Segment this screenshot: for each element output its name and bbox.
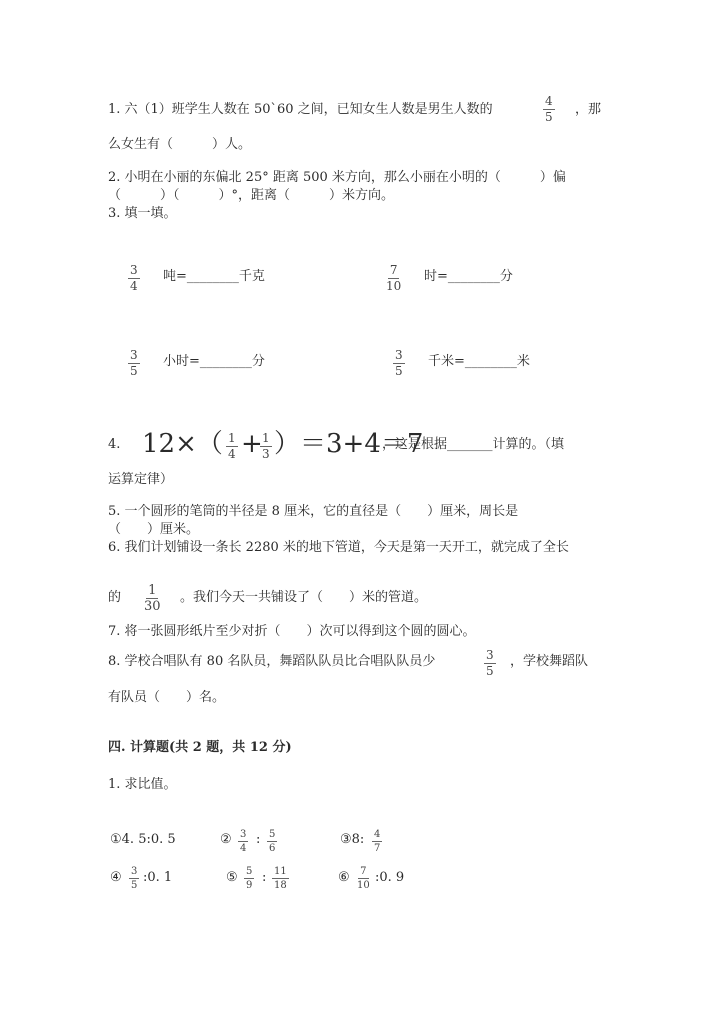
calc-6-label: ⑥ [338,870,350,885]
denominator: 10 [386,279,402,293]
numerator: 7 [360,866,367,877]
q3-item4-text: 千米=________米 [428,354,530,369]
numerator: 3 [130,263,138,277]
q1-text: 1. 六（1）班学生人数在 50`60 之间，已知女生人数是男生人数的 [108,102,493,117]
denominator: 7 [374,843,381,854]
denominator: 10 [357,880,370,891]
calc-4-label: ④ [110,870,122,885]
q1-tail: ，那 [575,102,602,117]
denominator: 18 [274,880,287,891]
q4-fraction1 [226,432,238,461]
q3-item1-text: 吨=________千克 [163,269,265,284]
numerator: 3 [486,648,494,662]
q3-item2-text: 时=________分 [424,269,513,284]
q8-tail: ，学校舞蹈队 [510,654,589,669]
q3-item3-fraction [128,349,140,378]
calc-4-tail: :0. 1 [143,870,173,885]
calc-6-tail: :0. 9 [375,870,405,885]
calc-5-frac2 [272,866,289,891]
calc-4-frac [129,866,139,891]
calc-title: 1. 求比值。 [108,777,177,792]
numerator: 7 [389,263,398,277]
denominator: 5 [395,364,403,378]
numerator: 3 [131,866,138,877]
calc-2-frac1 [238,829,248,854]
q3-title: 3. 填一填。 [108,206,177,221]
q8-fraction [484,649,496,678]
calc-5-label: ⑤ [226,870,238,885]
q8-line2: 有队员（ ）名。 [108,690,226,705]
denominator: 6 [269,843,276,854]
numerator: 1 [228,431,236,445]
q2-line2: （ ）（ ）°，距离（ ）米方向。 [108,188,395,203]
q4-expr-a: 12×（ [142,429,223,459]
q5-line2: （ ）厘米。 [108,522,200,537]
numerator: 3 [240,829,247,840]
calc-2-label: ② [220,832,232,847]
numerator: 3 [130,348,138,362]
q4-expr-b: ）＝3+4＝7 [274,429,424,459]
q1-fraction [543,95,555,124]
calc-3-frac [372,829,382,854]
numerator: 1 [148,583,157,598]
q6-pre: 的 [108,590,122,605]
numerator: 5 [269,829,276,840]
q8-line1: 8. 学校合唱队有 80 名队员，舞蹈队队员比合唱队队员少 [108,654,436,669]
q7-text: 7. 将一张圆形纸片至少对折（ ）次可以得到这个圆的圆心。 [108,624,476,639]
denominator: 4 [240,843,247,854]
calc-2-frac2 [267,829,277,854]
denominator: 5 [130,364,138,378]
denominator: 5 [545,110,553,124]
denominator: 3 [262,447,270,461]
section-heading: 四. 计算题(共 2 题，共 12 分) [108,740,292,755]
q3-item4-fraction [393,349,405,378]
numerator: 1 [262,431,270,445]
q6-line1: 6. 我们计划铺设一条长 2280 米的地下管道，今天是第一天开工，就完成了全长 [108,540,569,555]
calc-2-sep: : [256,832,261,847]
q4-tail: ，这是根据_______计算的。（填 [382,437,565,452]
denominator: 4 [130,279,138,293]
denominator: 4 [228,447,236,461]
q4-line2: 运算定律） [108,472,174,487]
q4-number: 4. [108,437,121,452]
numerator: 3 [395,348,403,362]
q3-item1-fraction [128,264,140,293]
numerator: 11 [274,866,287,877]
q6-fraction [144,584,161,613]
q3-item3-text: 小时=________分 [163,354,265,369]
denominator: 30 [144,599,161,614]
calc-6-frac [357,866,370,891]
calc-5-sep: : [262,870,267,885]
calc-5-frac1 [244,866,254,891]
numerator: 4 [545,94,553,108]
denominator: 5 [486,664,494,678]
denominator: 9 [246,880,253,891]
calc-3-label: ③8: [340,832,365,847]
q2-line1: 2. 小明在小丽的东偏北 25° 距离 500 米方向，那么小丽在小明的（ ）偏 [108,170,566,185]
q1-line2: 么女生有（ ）人。 [108,137,252,152]
q6-tail: 。我们今天一共铺设了（ ）米的管道。 [180,590,428,605]
q3-item2-fraction [386,264,401,293]
q5-line1: 5. 一个圆形的笔筒的半径是 8 厘米，它的直径是（ ）厘米，周长是 [108,504,519,519]
q4-fraction2 [260,432,272,461]
denominator: 5 [131,880,138,891]
q4-plus: + [241,429,263,459]
calc-1: ①4. 5:0. 5 [110,832,176,847]
numerator: 5 [246,866,253,877]
numerator: 4 [374,829,381,840]
